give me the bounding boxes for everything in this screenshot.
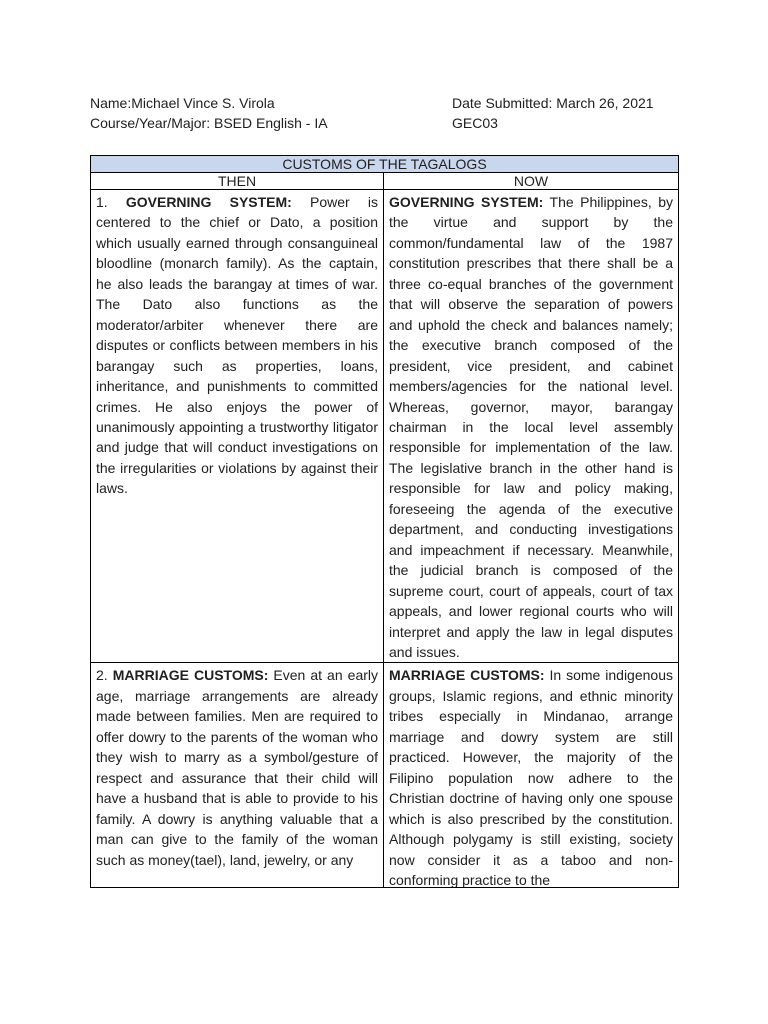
item-text: In some indigenous groups, Islamic regions, and ethnic minority tribes especially in Mindanao, arrange marriage and dowry system are still practiced. However, the majority of the Filipino population now adhere to the Christian doctrine of having only one spouse which is also prescribed by the constitution. Although polygamy is still existing, society now consider it as a taboo and non-conforming practice to the [389,667,673,888]
then-cell-marriage [91,663,384,888]
item-heading: GOVERNING SYSTEM: [125,194,292,210]
then-cell-governing [91,190,384,663]
header-row-1 [90,93,680,113]
item-heading: GOVERNING SYSTEM: [389,194,544,210]
subject-code: GEC03 [452,115,498,131]
date-submitted: Date Submitted: March 26, 2021 [452,95,654,111]
document-header [90,93,680,133]
item-heading: MARRIAGE CUSTOMS: [389,667,545,684]
cell-content [96,665,378,887]
cell-content [389,665,673,887]
now-cell-marriage [384,663,679,888]
column-header-then: THEN [91,173,384,190]
item-number: 1. [96,194,126,210]
table-title-row [91,156,679,173]
customs-table [90,155,679,888]
item-text: Power is centered to the chief or Dato, a position which usually earned through consanguineal bloodline (monarch family). As the captain, he also leads the barangay at times of war. The Dato also functions as the moderator/arbiter whenever there are disputes or conflicts between members in his barangay such as properties, loans, inheritance, and punishments to committed crimes. He also enjoys the power of unanimously appointing a trustworthy litigator and judge that will conduct investigations on the irregularities or violations by against their laws. [96,194,378,497]
table-row [91,190,679,663]
table-title: CUSTOMS OF THE TAGALOGS [91,156,679,173]
item-heading: MARRIAGE CUSTOMS: [112,667,269,684]
item-number: 2. [96,667,113,684]
course-year-major: Course/Year/Major: BSED English - IA [90,115,328,131]
student-name: Name:Michael Vince S. Virola [90,95,275,111]
table-row [91,663,679,888]
item-text: The Philippines, by the virtue and support by the common/fundamental law of the 1987 constitution prescribes that there shall be a three co-equal branches of the government that will observe the separation of powers and uphold the check and balances namely; the executive branch composed of the president, vice president, and cabinet members/agencies for the national level. Whereas, governor, mayor, barangay chairman in the local level assembly responsible for implementation of the law. The legislative branch in the other hand is responsible for law and policy making, foreseeing the agenda of the executive department, and conducting investigations and impeachment if necessary. Meanwhile, the judicial branch is composed of the supreme court, court of appeals, court of tax appeals, and lower regional courts who will interpret and apply the law in legal disputes and issues. [389,194,673,660]
now-cell-governing [384,190,679,663]
header-row-2 [90,113,680,133]
item-text: Even at an early age, marriage arrangements are already made between families. Men are required to offer dowry to the parents of the woman who they wish to marry as a symbol/gesture of respect and assurance that their child will have a husband that is able to provide to his family. A dowry is anything valuable that a man can give to the family of the woman such as money(tael), land, jewelry, or any [96,667,378,868]
column-header-row [91,173,679,190]
column-header-now: NOW [384,173,679,190]
